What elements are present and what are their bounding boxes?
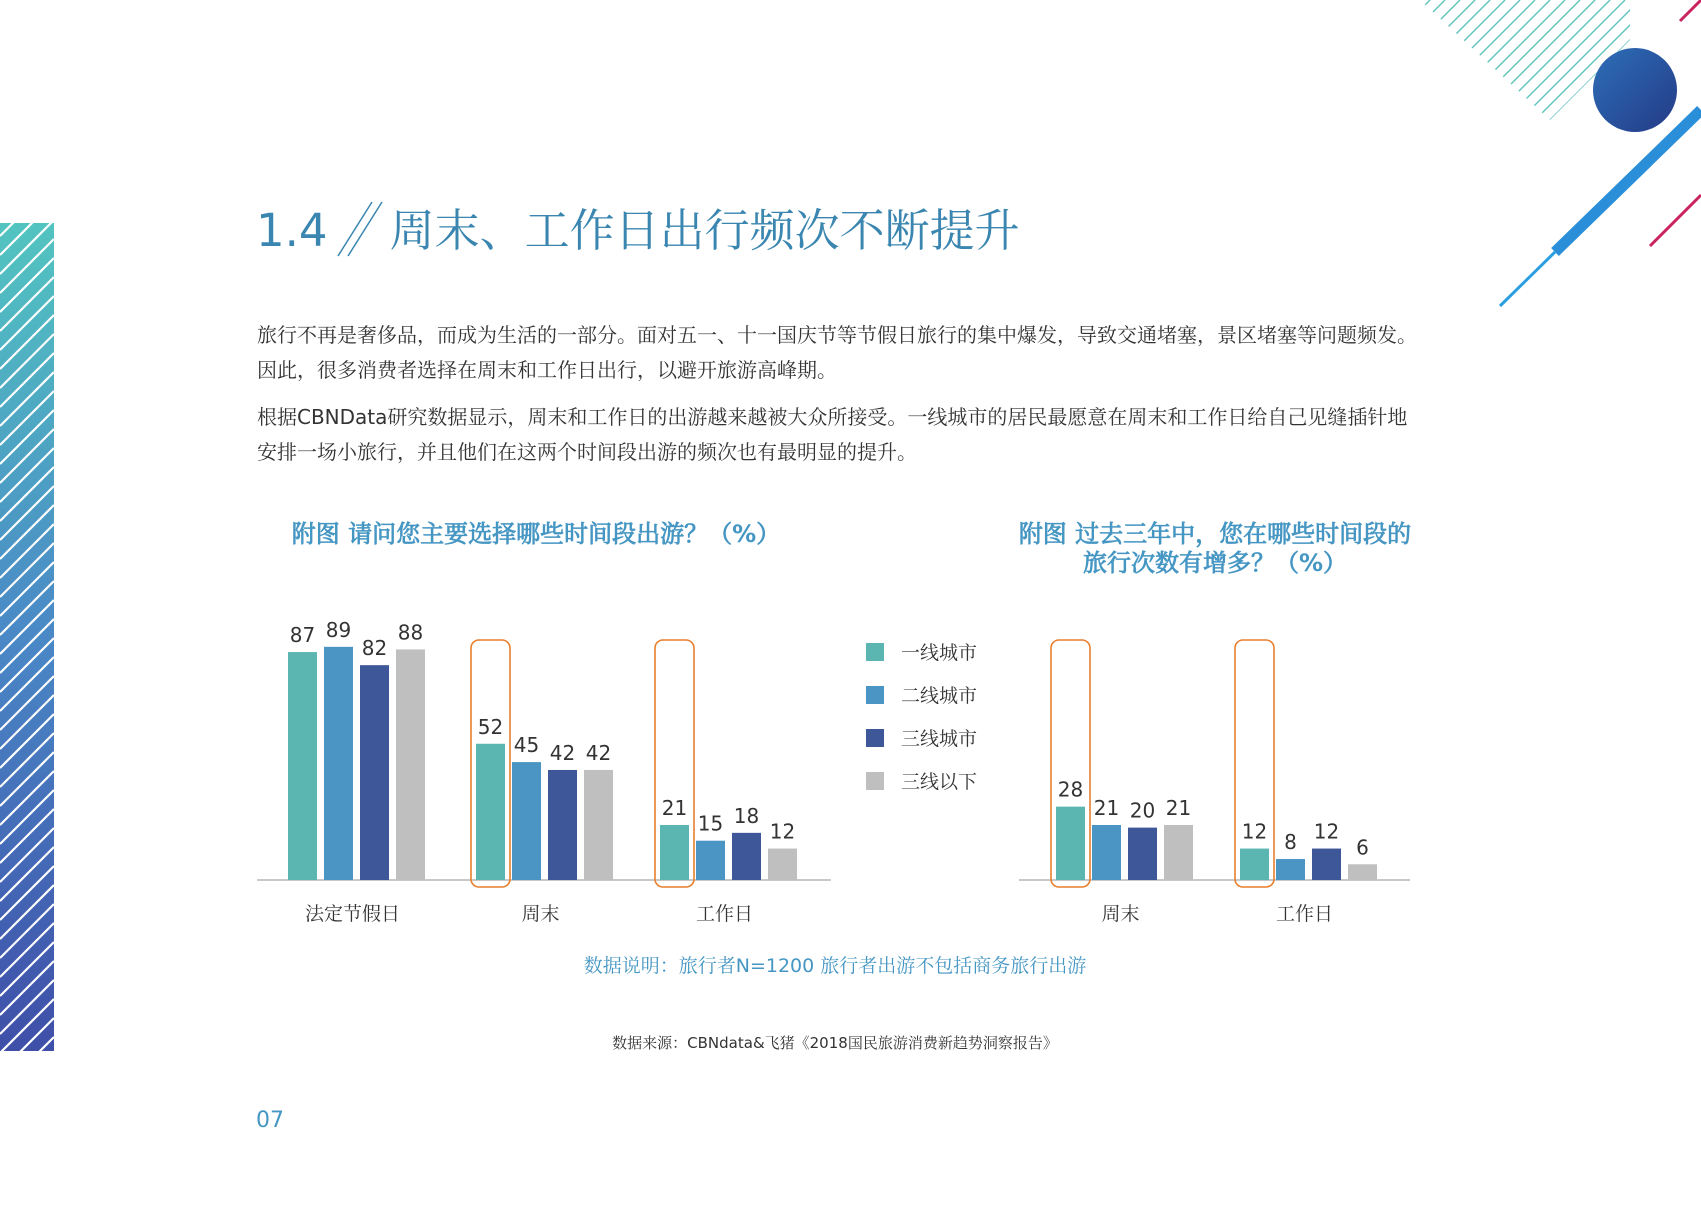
- chart1-bar-label-2-3: 12: [769, 819, 796, 844]
- chart1-bar-2-3: [768, 849, 797, 880]
- chart1-title-line1: 附图 请问您主要选择哪些时间段出游？（%）: [291, 520, 781, 548]
- chart2-increased-trips: [1019, 640, 1410, 925]
- chart2-bar-1-3: [1348, 864, 1377, 880]
- section-heading: 周末、工作日出行频次不断提升: [389, 204, 1020, 257]
- chart1-bar-label-2-0: 21: [661, 795, 688, 820]
- chart2-bar-label-0-0: 28: [1057, 777, 1084, 802]
- chart2-bar-label-1-3: 6: [1356, 835, 1369, 860]
- legend: [866, 630, 977, 802]
- chart1-time-period-choice: [257, 618, 831, 925]
- chart1-bar-0-1: [324, 647, 353, 880]
- chart1-bar-2-0: [660, 825, 689, 880]
- chart1-bar-label-2-2: 18: [733, 803, 760, 828]
- chart1-bar-label-0-1: 89: [325, 617, 352, 642]
- chart1-category-label-2: 工作日: [695, 903, 754, 925]
- chart2-bar-1-1: [1276, 859, 1305, 880]
- legend-swatch-tier2: [866, 686, 884, 704]
- chart1-bar-2-2: [732, 833, 761, 880]
- intro-paragraph-2: 根据CBNData研究数据显示，周末和工作日的出游越来越被大众所接受。一线城市的居民最愿意在周末和工作日给自己见缝插针地安排一场小旅行，并且他们在这两个时间段出游的频次也有最明显的提升。: [257, 405, 1408, 464]
- chart2-bar-label-1-1: 8: [1284, 830, 1297, 855]
- chart1-bar-0-3: [396, 649, 425, 880]
- chart2-bar-label-1-0: 12: [1241, 819, 1268, 844]
- chart2-bar-label-0-1: 21: [1093, 795, 1120, 820]
- chart1-bar-1-0: [476, 744, 505, 880]
- chart2-bar-label-0-3: 21: [1165, 795, 1192, 820]
- legend-item-tier3: [866, 716, 977, 759]
- chart1-bar-0-0: [288, 652, 317, 880]
- chart1-bar-label-1-1: 45: [513, 733, 540, 758]
- source-note: 数据来源：CBNdata&飞猪《2018国民旅游消费新趋势洞察报告》: [612, 1034, 1058, 1052]
- intro-paragraph-1: 旅行不再是奢侈品，而成为生活的一部分。面对五一、十一国庆节等节假日旅行的集中爆发，导致交通堵塞，景区堵塞等问题频发。因此，很多消费者选择在周末和工作日出行，以避开旅游高峰期。: [257, 323, 1417, 382]
- chart2-title-line2: 旅行次数有增多？（%）: [1082, 549, 1348, 577]
- chart1-bar-0-2: [360, 665, 389, 880]
- data-note: 数据说明：旅行者N=1200 旅行者出游不包括商务旅行出游: [583, 955, 1087, 977]
- chart1-category-label-1: 周末: [521, 903, 560, 925]
- legend-label-tier3: 三线城市: [901, 728, 978, 750]
- chart2-bar-0-1: [1092, 825, 1121, 880]
- legend-label-tier2: 二线城市: [901, 685, 978, 707]
- legend-swatch-below-tier3: [866, 772, 884, 790]
- section-number: 1.4: [256, 204, 328, 257]
- legend-label-tier1: 一线城市: [901, 642, 978, 664]
- chart1-bar-label-1-0: 52: [477, 714, 504, 739]
- chart2-bar-label-0-2: 20: [1129, 798, 1156, 823]
- chart1-bar-label-0-0: 87: [289, 623, 316, 648]
- chart2-bar-0-2: [1128, 828, 1157, 880]
- chart2-bar-1-2: [1312, 849, 1341, 880]
- page-number: 07: [256, 1108, 284, 1133]
- legend-item-tier2: [866, 673, 977, 716]
- chart2-bar-1-0: [1240, 849, 1269, 880]
- chart1-bar-label-0-3: 88: [397, 620, 424, 645]
- chart2-category-label-0: 周末: [1101, 903, 1140, 925]
- chart2-title-line1: 附图 过去三年中，您在哪些时间段的: [1018, 520, 1412, 548]
- chart2-bar-label-1-2: 12: [1313, 819, 1340, 844]
- chart2-bar-0-0: [1056, 807, 1085, 880]
- chart1-bar-1-3: [584, 770, 613, 880]
- chart1-category-label-0: 法定节假日: [304, 903, 401, 925]
- chart1-bar-label-2-1: 15: [697, 811, 724, 836]
- chart1-bar-label-1-2: 42: [549, 740, 576, 765]
- chart2-category-label-1: 工作日: [1275, 903, 1334, 925]
- legend-swatch-tier3: [866, 729, 884, 747]
- chart1-bar-label-0-2: 82: [361, 636, 388, 661]
- legend-swatch-tier1: [866, 643, 884, 661]
- chart1-bar-1-1: [512, 762, 541, 880]
- legend-item-tier1: [866, 630, 977, 673]
- chart2-bar-0-3: [1164, 825, 1193, 880]
- chart1-bar-2-1: [696, 841, 725, 880]
- chart1-bar-label-1-3: 42: [585, 740, 612, 765]
- legend-item-below-tier3: [866, 759, 977, 802]
- legend-label-below-tier3: 三线以下: [901, 771, 978, 793]
- chart1-bar-1-2: [548, 770, 577, 880]
